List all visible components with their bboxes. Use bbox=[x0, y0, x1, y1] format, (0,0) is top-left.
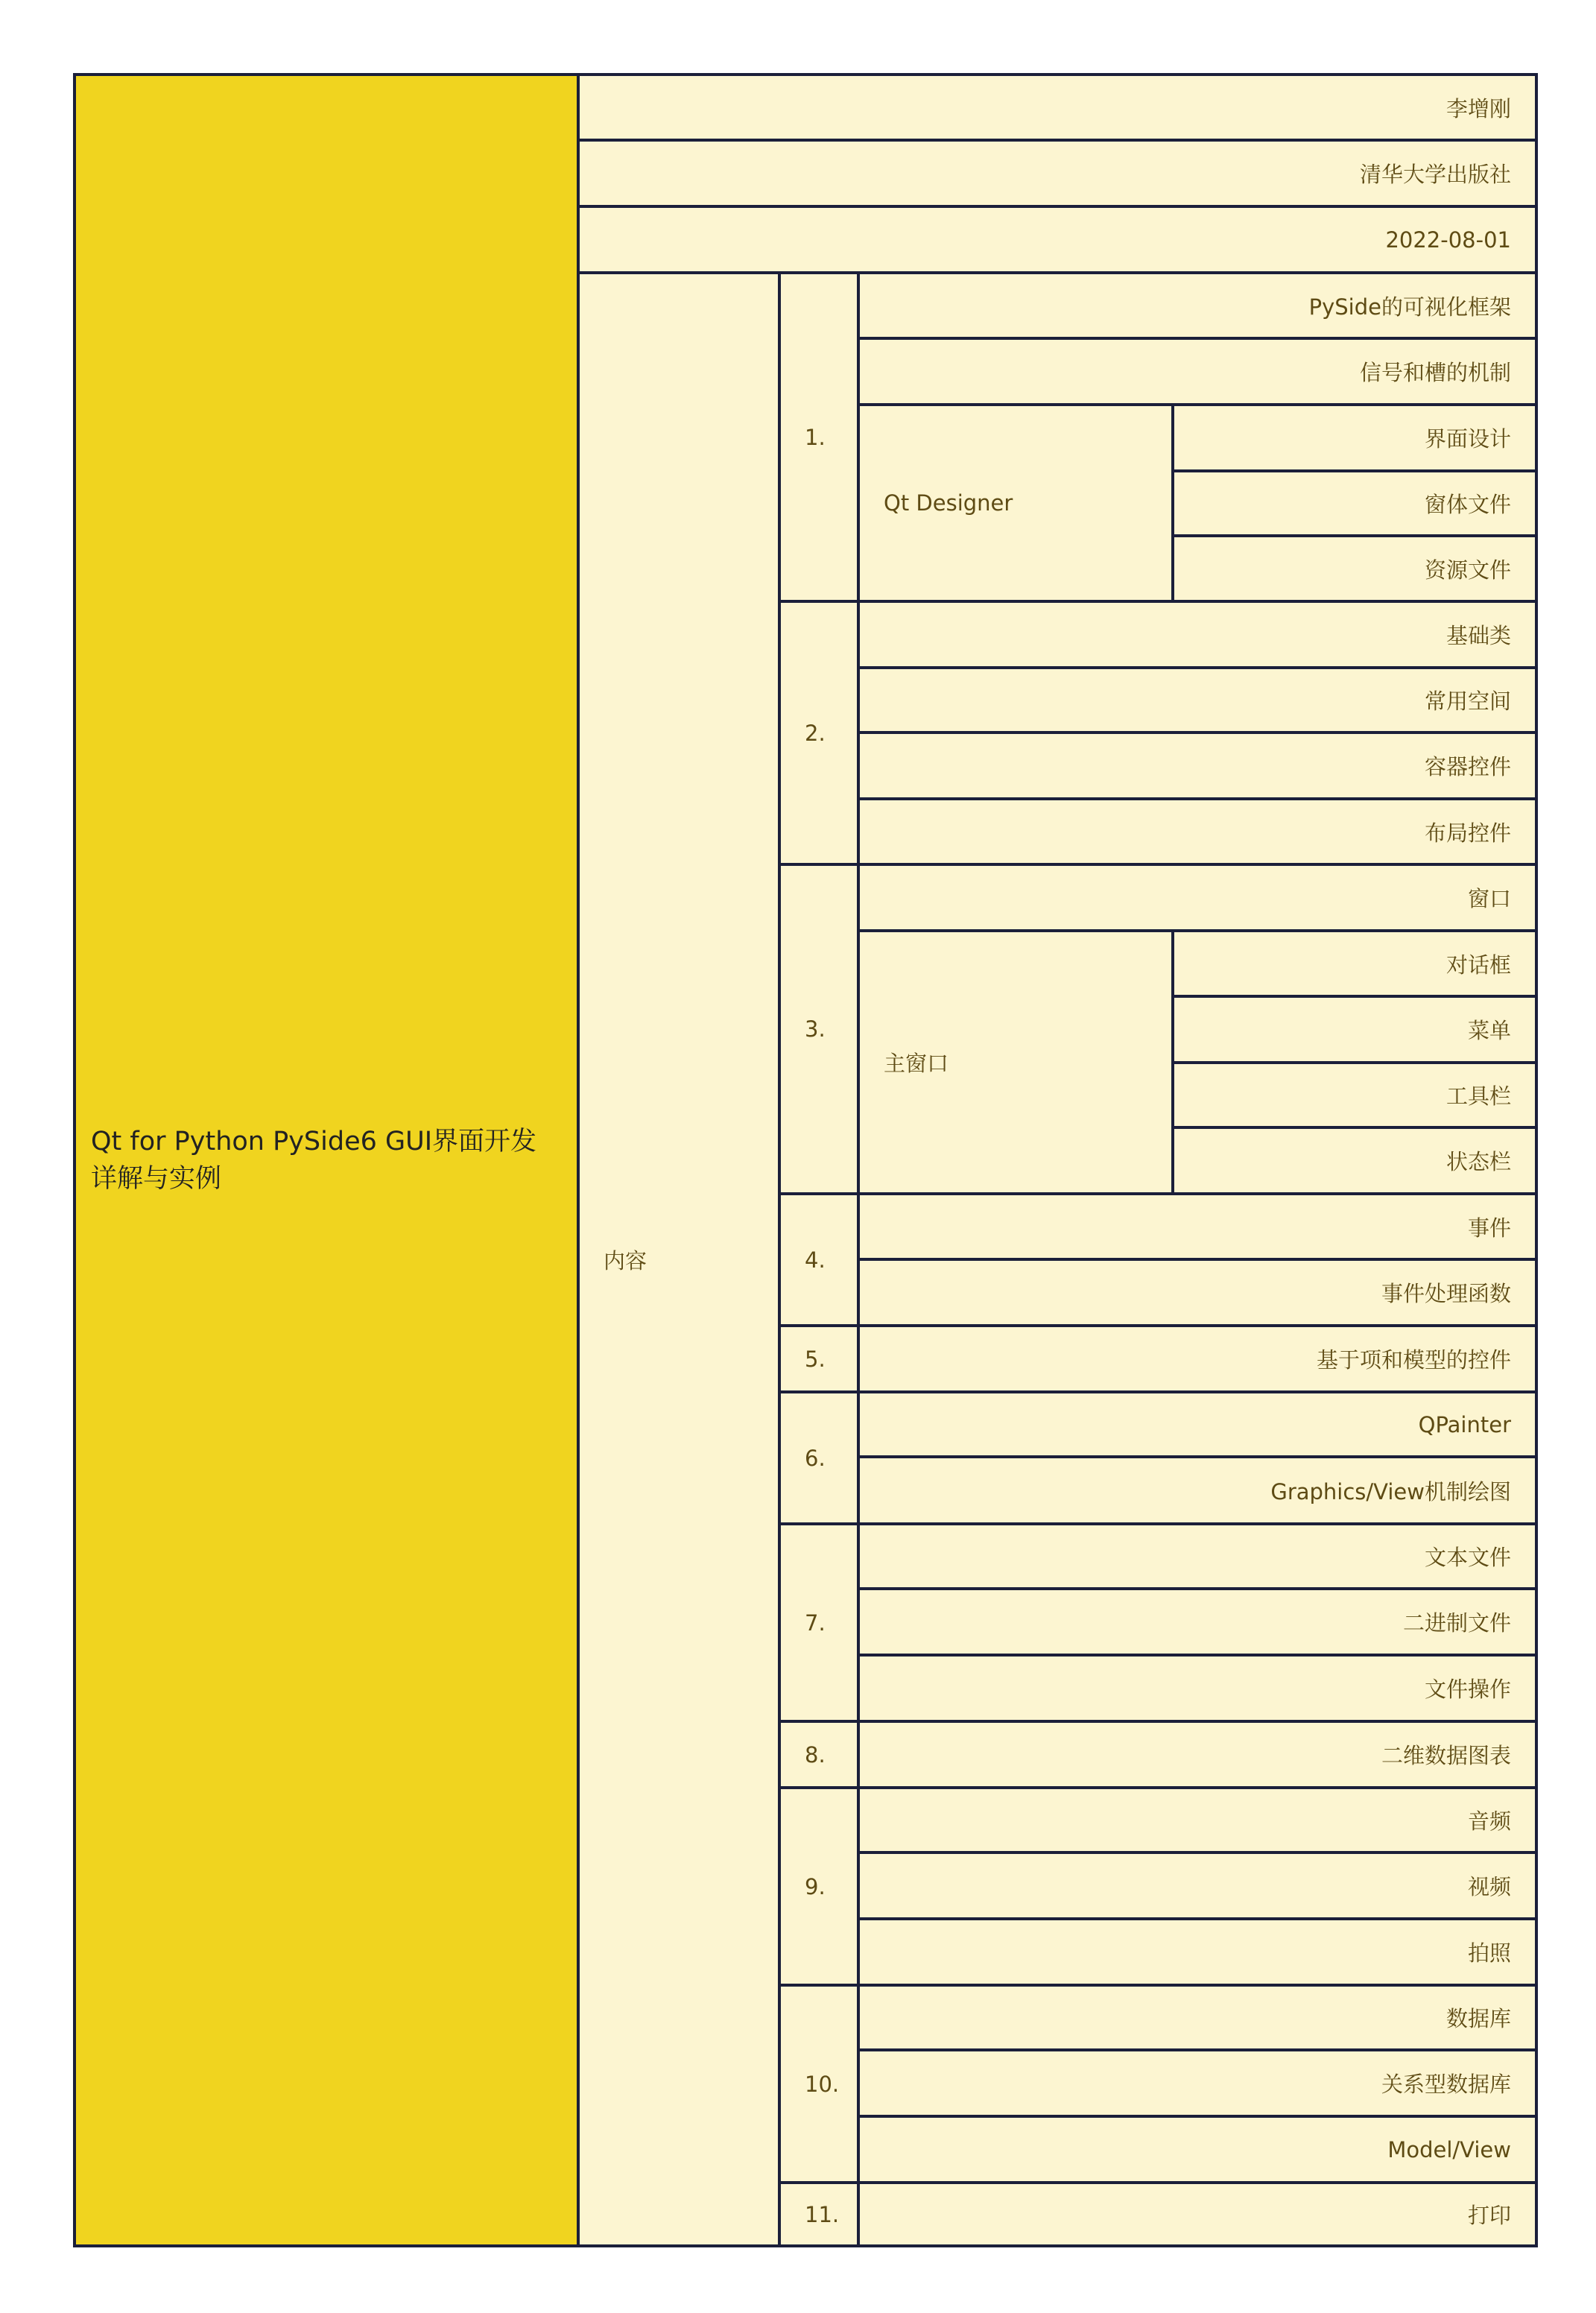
publisher-node bbox=[577, 139, 1538, 208]
topic-node bbox=[857, 1654, 1538, 1723]
topic-text: 基础类 bbox=[1445, 623, 1511, 648]
subgroup-node bbox=[857, 403, 1174, 603]
chapter-number-text: 3. bbox=[805, 1016, 826, 1042]
topic-text: 二进制文件 bbox=[1402, 1610, 1511, 1636]
topic-node bbox=[857, 600, 1538, 669]
topic-text: 数据库 bbox=[1445, 2006, 1511, 2031]
topic-text: 视频 bbox=[1467, 1874, 1511, 1899]
topic-node bbox=[857, 337, 1538, 406]
topic-node bbox=[857, 1390, 1538, 1458]
topic-text: Graphics/View机制绘图 bbox=[1270, 1478, 1511, 1504]
subtopic-node bbox=[1171, 469, 1538, 537]
publisher-text: 清华大学出版社 bbox=[1359, 162, 1511, 187]
chapter-number-text: 7. bbox=[805, 1610, 826, 1636]
topic-node bbox=[857, 797, 1538, 866]
author-node bbox=[577, 73, 1538, 142]
topic-text: 窗口 bbox=[1467, 886, 1511, 911]
subtopic-node bbox=[1171, 534, 1538, 603]
topic-text: 事件 bbox=[1467, 1215, 1511, 1241]
chapter-number bbox=[778, 1984, 860, 2184]
topic-text: 常用空间 bbox=[1424, 689, 1511, 714]
subtopic-text: 状态栏 bbox=[1445, 1149, 1511, 1174]
topic-node bbox=[857, 1192, 1538, 1261]
chapter-number bbox=[778, 1390, 860, 1525]
chapter-number-text: 8. bbox=[805, 1741, 826, 1768]
topic-node bbox=[857, 863, 1538, 932]
topic-text: Model/View bbox=[1387, 2136, 1511, 2162]
topic-node bbox=[857, 1324, 1538, 1393]
subtopic-text: 菜单 bbox=[1467, 1018, 1511, 1043]
topic-node bbox=[857, 1455, 1538, 1525]
topic-text: PySide的可视化框架 bbox=[1308, 294, 1511, 320]
chapter-number-text: 6. bbox=[805, 1445, 826, 1471]
subtopic-node bbox=[1171, 995, 1538, 1064]
subtopic-node bbox=[1171, 1061, 1538, 1129]
topic-text: 音频 bbox=[1467, 1809, 1511, 1834]
date-node bbox=[577, 205, 1538, 274]
content-label: 内容 bbox=[604, 1247, 647, 1273]
chapter-number-text: 9. bbox=[805, 1873, 826, 1899]
chapter-number-text: 11. bbox=[805, 2201, 840, 2227]
chapter-number bbox=[778, 1720, 860, 1789]
chapter-number bbox=[778, 1324, 860, 1393]
chapter-number-text: 4. bbox=[805, 1247, 826, 1273]
topic-node bbox=[857, 1984, 1538, 2051]
book-title: Qt for Python PySide6 GUI界面开发详解与实例 bbox=[91, 1127, 537, 1194]
topic-text: 文件操作 bbox=[1424, 1677, 1511, 1702]
subgroup-label: 主窗口 bbox=[884, 1051, 949, 1076]
topic-text: 事件处理函数 bbox=[1381, 1281, 1511, 1306]
topic-node bbox=[857, 1587, 1538, 1657]
chapter-number bbox=[778, 1522, 860, 1723]
topic-text: QPainter bbox=[1418, 1411, 1511, 1437]
topic-node bbox=[857, 1258, 1538, 1327]
chapter-number bbox=[778, 1786, 860, 1987]
topic-text: 基于项和模型的控件 bbox=[1316, 1347, 1511, 1373]
topic-text: 文本文件 bbox=[1424, 1545, 1511, 1570]
subtopic-node bbox=[1171, 403, 1538, 472]
topic-node bbox=[857, 1851, 1538, 1920]
date-text: 2022-08-01 bbox=[1385, 227, 1511, 253]
topic-node bbox=[857, 271, 1538, 340]
subgroup-node bbox=[857, 929, 1174, 1195]
topic-node bbox=[857, 731, 1538, 800]
chapter-number-text: 5. bbox=[805, 1346, 826, 1372]
chapter-number bbox=[778, 271, 860, 603]
subtopic-text: 窗体文件 bbox=[1424, 492, 1511, 517]
subtopic-text: 资源文件 bbox=[1424, 557, 1511, 583]
subtopic-text: 界面设计 bbox=[1424, 426, 1511, 452]
topic-node bbox=[857, 2181, 1538, 2247]
topic-node bbox=[857, 666, 1538, 734]
chapter-number-text: 1. bbox=[805, 424, 826, 450]
author-text: 李增刚 bbox=[1445, 95, 1511, 121]
chapter-number bbox=[778, 863, 860, 1195]
book-title-node bbox=[73, 73, 580, 2247]
topic-text: 拍照 bbox=[1467, 1940, 1511, 1966]
content-node bbox=[577, 271, 781, 2247]
topic-node bbox=[857, 1917, 1538, 1987]
topic-text: 信号和槽的机制 bbox=[1359, 360, 1511, 385]
subtopic-node bbox=[1171, 929, 1538, 998]
topic-node bbox=[857, 1786, 1538, 1854]
chapter-number bbox=[778, 1192, 860, 1327]
subtopic-node bbox=[1171, 1126, 1538, 1195]
topic-node bbox=[857, 2048, 1538, 2118]
chapter-number bbox=[778, 600, 860, 866]
topic-node bbox=[857, 1720, 1538, 1789]
chapter-number-text: 2. bbox=[805, 720, 826, 746]
topic-text: 打印 bbox=[1467, 2203, 1511, 2228]
subgroup-label: Qt Designer bbox=[884, 490, 1013, 516]
topic-node bbox=[857, 1522, 1538, 1590]
chapter-number-text: 10. bbox=[805, 2071, 840, 2097]
topic-node bbox=[857, 2115, 1538, 2184]
topic-text: 关系型数据库 bbox=[1381, 2072, 1511, 2097]
topic-text: 二维数据图表 bbox=[1381, 1743, 1511, 1768]
subtopic-text: 对话框 bbox=[1445, 952, 1511, 978]
topic-text: 布局控件 bbox=[1424, 820, 1511, 846]
topic-text: 容器控件 bbox=[1424, 754, 1511, 779]
subtopic-text: 工具栏 bbox=[1445, 1083, 1511, 1109]
chapter-number bbox=[778, 2181, 860, 2247]
